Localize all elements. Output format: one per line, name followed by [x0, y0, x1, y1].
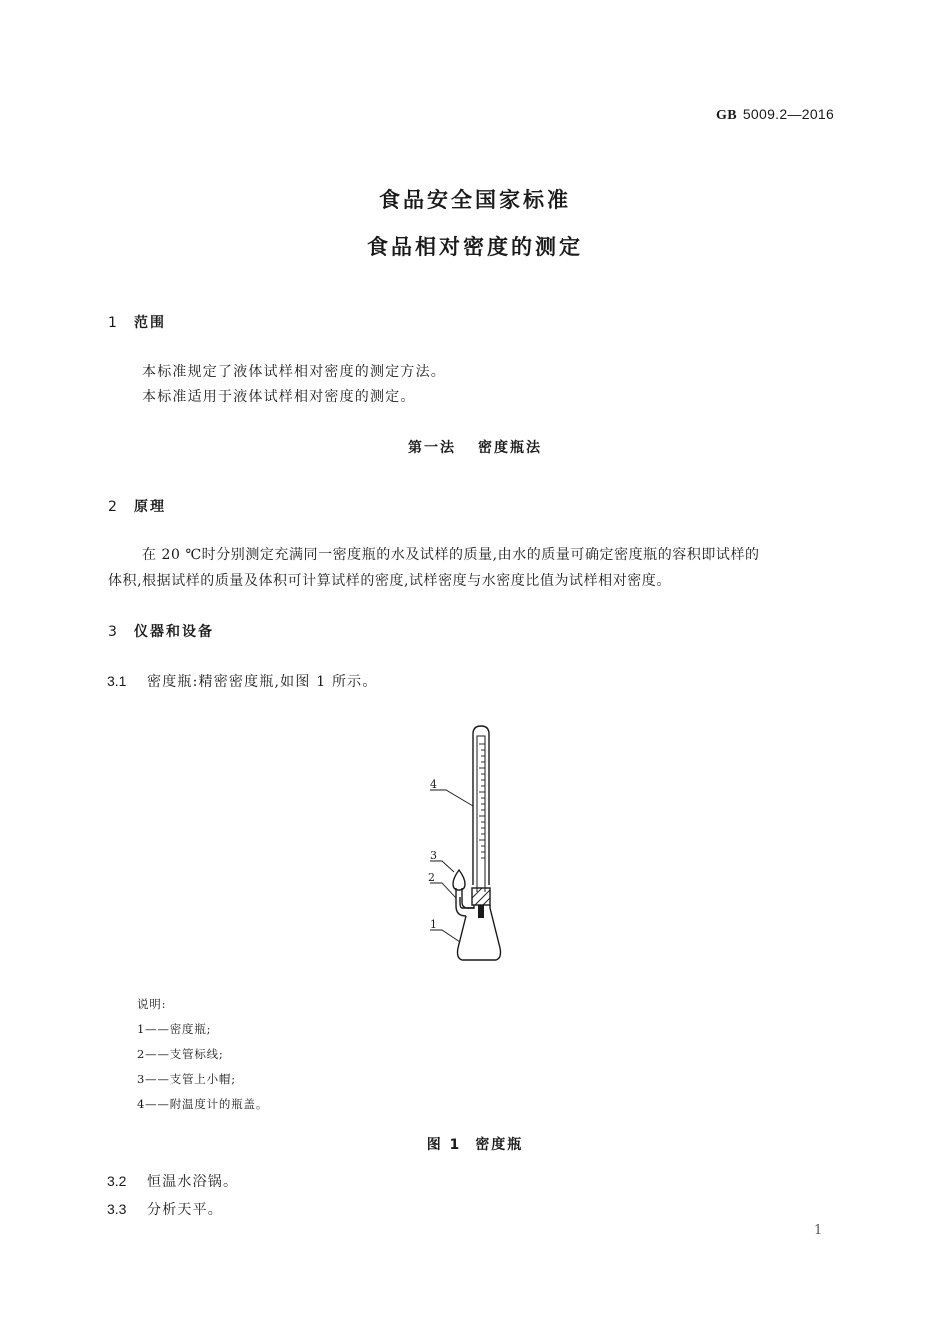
density-bottle-diagram [420, 720, 520, 970]
section-title: 仪器和设备 [134, 624, 214, 640]
section-number: 2 [108, 499, 117, 515]
figure-label: 图 1 [426, 1137, 462, 1153]
standard-code [716, 106, 834, 124]
figure-caption [0, 1134, 950, 1154]
apparatus-item-3-2 [107, 1171, 238, 1191]
section-number: 1 [108, 315, 117, 331]
principle-paragraph-line1: 在 20 ℃时分别测定充满同一密度瓶的水及试样的质量,由水的质量可确定密度瓶的容积即试样的 [142, 547, 760, 563]
method-heading [0, 437, 950, 457]
apparatus-item-3-3 [107, 1199, 223, 1219]
legend-item-4: 4——附温度计的瓶盖。 [137, 1097, 269, 1111]
callout-1: 1 [430, 918, 437, 931]
section-number: 3 [108, 624, 117, 640]
section-title: 范围 [134, 315, 166, 331]
page-number: 1 [814, 1223, 823, 1238]
standard-prefix: GB [716, 108, 737, 123]
document-title-line1: 食品安全国家标准 [379, 188, 571, 212]
method-label: 第一法 [408, 440, 456, 456]
item-text: 分析天平。 [147, 1202, 223, 1218]
item-text: 密度瓶:精密密度瓶,如图 1 所示。 [147, 674, 378, 690]
legend-item-1: 1——密度瓶; [137, 1022, 212, 1036]
section-heading-principle [108, 496, 166, 516]
section-heading-apparatus [108, 621, 214, 641]
apparatus-item-3-1 [107, 671, 378, 691]
scope-paragraph-2: 本标准适用于液体试样相对密度的测定。 [142, 389, 416, 405]
density-bottle-figure [420, 720, 520, 970]
callout-4: 4 [430, 778, 437, 791]
principle-paragraph-line2: 体积,根据试样的质量及体积可计算试样的密度,试样密度与水密度比值为试样相对密度。 [108, 573, 671, 589]
callout-2: 2 [428, 871, 435, 884]
callout-3: 3 [430, 849, 437, 862]
legend-title: 说明: [137, 997, 167, 1011]
standard-number: 5009.2—2016 [742, 106, 835, 122]
legend-item-3: 3——支管上小帽; [137, 1072, 236, 1086]
legend-item-2: 2——支管标线; [137, 1047, 224, 1061]
scope-paragraph-1: 本标准规定了液体试样相对密度的测定方法。 [142, 364, 446, 380]
method-name: 密度瓶法 [478, 440, 542, 456]
section-title: 原理 [134, 499, 166, 515]
item-number: 3.2 [107, 1173, 127, 1189]
item-number: 3.3 [107, 1201, 127, 1217]
section-heading-scope [108, 312, 166, 332]
document-title-line2: 食品相对密度的测定 [367, 235, 583, 259]
item-text: 恒温水浴锅。 [147, 1174, 239, 1190]
figure-title: 密度瓶 [475, 1137, 524, 1153]
item-number: 3.1 [107, 673, 127, 689]
